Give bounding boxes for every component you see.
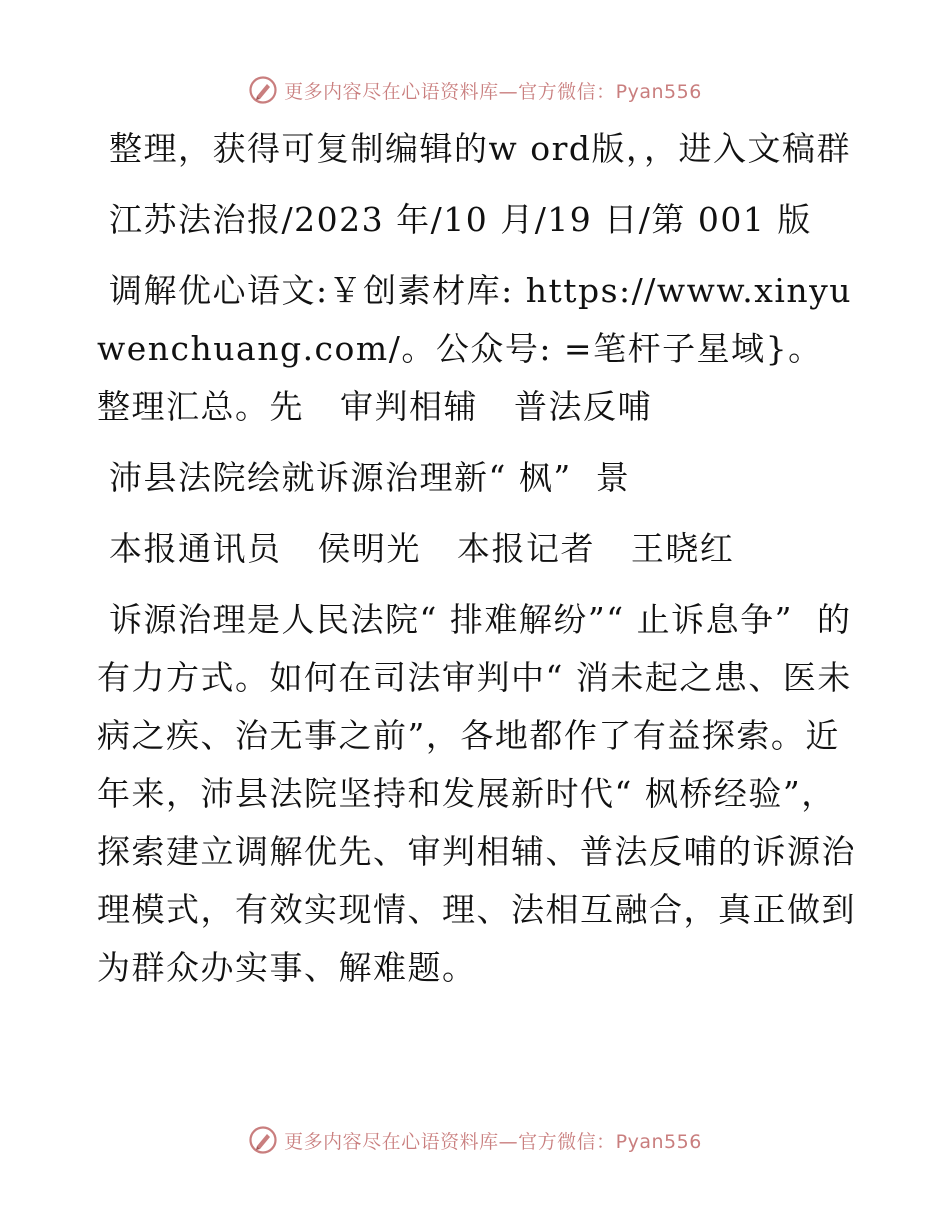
document-body	[97, 120, 857, 997]
watermark-text: 更多内容尽在心语资料库—官方微信：Pyan556	[284, 1130, 702, 1153]
pen-logo-icon	[248, 1125, 278, 1155]
header-watermark-banner	[0, 70, 950, 110]
article-byline: 本报通讯员 侯明光 本报记者 王晓红	[109, 529, 735, 568]
footer-watermark-banner	[0, 1120, 950, 1160]
newspaper-source-line: 江苏法治报/2023 年/10 月/19 日/第 001 版	[109, 200, 812, 239]
article-lead-paragraph: 诉源治理是人民法院“ 排难解纷”“ 止诉息争” 的有力方式。如何在司法审判中“ 消未起之患、医未病之疾、治无事之前”，各地都作了有益探索。近年来，沛县法院坚持和发展新时代“ 枫桥经验”，探索建立调解优先、审判相辅、普法反哺的诉源治理模式，有效实现情、理、法相互融合，真正做到为群众办实事、解难题。	[97, 600, 856, 987]
article-title: 沛县法院绘就诉源治理新“ 枫” 景	[109, 458, 631, 497]
source-notice-paragraph: 调解优心语文:￥创素材库: https://www.xinyuwenchuang.com/。公众号: =笔杆子星域}。整理汇总。先 审判相辅 普法反哺	[97, 271, 853, 426]
intro-paragraph: 整理，获得可复制编辑的w ord版，，进入文稿群	[109, 129, 852, 168]
pen-logo-icon	[248, 75, 278, 105]
watermark-text: 更多内容尽在心语资料库—官方微信：Pyan556	[284, 80, 702, 103]
